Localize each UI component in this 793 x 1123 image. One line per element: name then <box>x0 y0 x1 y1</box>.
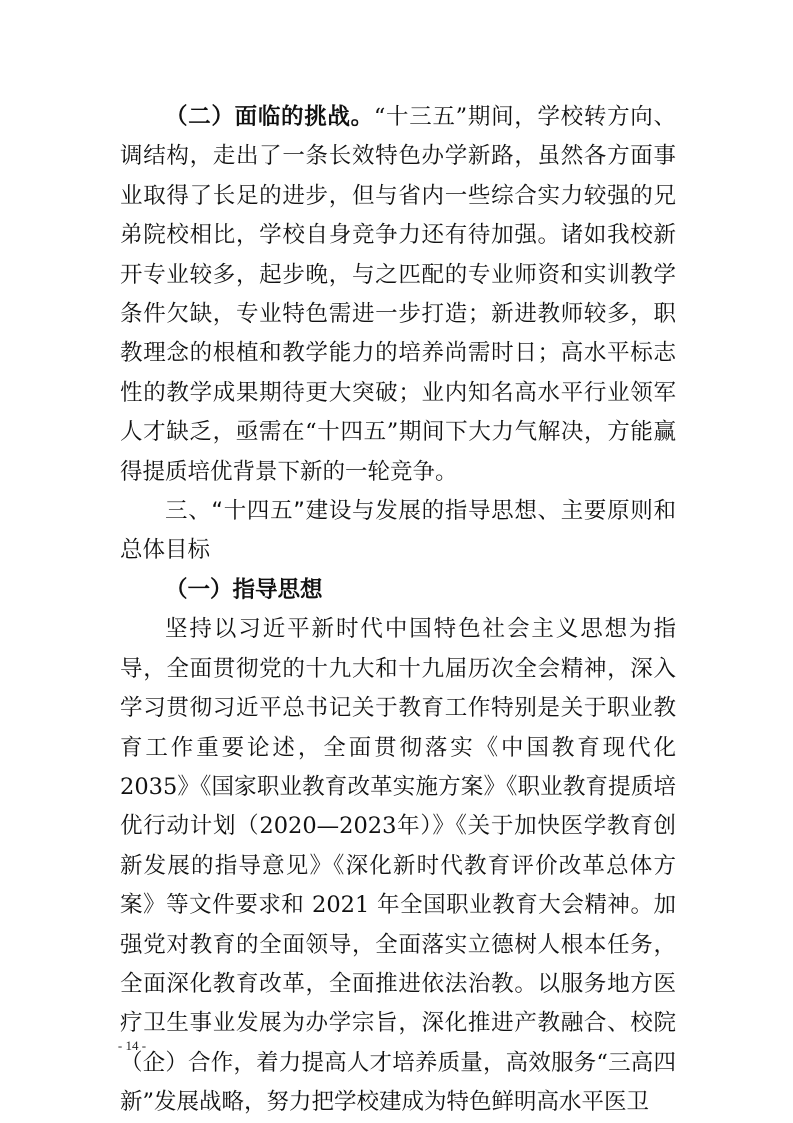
page-body <box>120 98 676 1123</box>
guiding-ideology-paragraph: 坚持以习近平新时代中国特色社会主义思想为指导，全面贯彻党的十九大和十九届历次全会精神，深入学习贯彻习近平总书记关于教育工作特别是关于职业教育工作重要论述，全面贯彻落实《中国教育现代化 2035》《国家职业教育改革实施方案》《职业教育提质培优行动计划（2020—2023年）》《关于加快医学教育创新发展的指导意见》《深化新时代教育评价改革总体方案》等文件要求和 2021 年全国职业教育大会精神。加强党对教育的全面领导，全面落实立德树人根本任务，全面深化教育改革，全面推进依法治教。以服务地方医疗卫生事业发展为办学宗旨，深化推进产教融合、校院（企）合作，着力提高人才培养质量，高效服务“三高四新”发展战略，努力把学校建成为特色鲜明高水平医卫 <box>120 616 676 1116</box>
challenges-paragraph <box>120 98 676 492</box>
challenges-text: “十三五”期间，学校转方向、调结构，走出了一条长效特色办学新路，虽然各方面事业取得了长足的进步，但与省内一些综合实力较强的兄弟院校相比，学校自身竞争力还有待加强。诸如我校新开专业较多，起步晚，与之匹配的专业师资和实训教学条件欠缺，专业特色需进一步打造；新进教师较多，职教理念的根植和教学能力的培养尚需时日；高水平标志性的教学成果期待更大突破；业内知名高水平行业领军人才缺乏，亟需在“十四五”期间下大力气解决，方能赢得提质培优背景下新的一轮竞争。 <box>120 104 676 485</box>
guiding-ideology-heading: （一）指导思想 <box>165 576 323 603</box>
page-number: - 14 - <box>117 1038 147 1053</box>
section-three-heading: 三、“十四五”建设与发展的指导思想、主要原则和总体目标 <box>120 498 676 564</box>
challenges-heading: （二）面临的挑战。 <box>165 104 374 130</box>
